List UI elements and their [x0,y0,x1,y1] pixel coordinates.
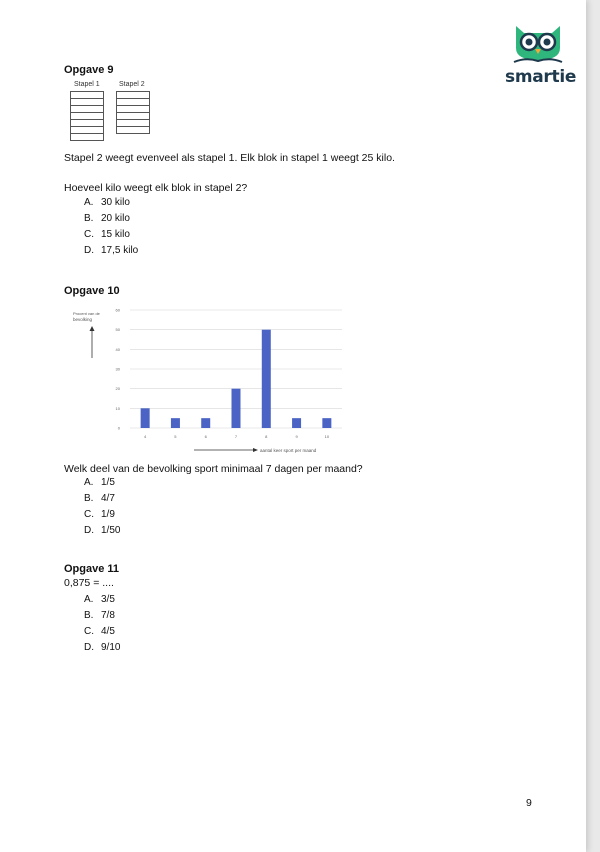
chart-xtick-label: 6 [204,434,207,439]
chart-ytick-label: 0 [117,425,120,431]
q10-question: Welk deel van de bevolking sport minimaal 7 dagen per maand? [64,463,363,475]
chart-bar [292,418,301,428]
stack-block [116,126,150,134]
chart-xtick-label: 7 [234,434,238,439]
answer-option-letter: C. [84,229,94,240]
q9-options [84,197,138,261]
stack-block [70,133,104,141]
answer-option-letter: A. [84,477,94,488]
chart-bar [322,418,331,428]
q11-expression: 0,875 = .... [64,577,114,589]
answer-option [84,626,120,642]
answer-option [84,509,120,525]
answer-option-letter: D. [84,245,94,256]
page-number: 9 [526,797,532,809]
chart-ytick-label: 50 [115,327,120,333]
answer-option [84,594,120,610]
answer-option [84,493,120,509]
chart-ytick-label: 10 [115,405,120,411]
answer-option-letter: D. [84,525,94,536]
answer-option-text: 4/7 [101,493,115,504]
answer-option [84,197,138,213]
chart-ytick-label: 30 [115,366,120,372]
chart-bar [201,418,210,428]
chart-bar [141,408,150,428]
answer-option-letter: B. [84,610,94,621]
answer-option-text: 15 kilo [101,229,130,240]
chart-ytick-label: 20 [115,386,120,392]
answer-option-text: 1/9 [101,509,115,520]
q9-question: Hoeveel kilo weegt elk blok in stapel 2? [64,182,248,194]
answer-option-letter: D. [84,642,94,653]
chart-xtick-label: 5 [174,434,177,439]
chart-bar [262,330,271,428]
answer-option [84,642,120,658]
stack-2 [116,92,150,134]
answer-option-letter: B. [84,213,94,224]
stack2-label: Stapel 2 [119,81,145,88]
q11-title: Opgave 11 [64,563,120,575]
answer-option-letter: A. [84,594,94,605]
answer-option-text: 9/10 [101,642,121,653]
chart-xtick-label: 10 [324,434,330,439]
answer-option-text: 3/5 [101,594,115,605]
answer-option-text: 7/8 [101,610,115,621]
logo-wordmark: smartie [505,67,577,87]
x-arrow-head-icon [253,448,258,452]
answer-option [84,610,120,626]
q10-title: Opgave 10 [64,285,120,297]
chart-ylabel-line2: bevolking [73,317,93,322]
answer-option-text: 30 kilo [101,197,130,208]
chart-xtick-label: 9 [295,434,298,439]
answer-option-text: 4/5 [101,626,115,637]
chart-ytick-label: 40 [115,346,120,352]
answer-option [84,525,120,541]
smartie-owl-logo-icon [510,24,566,64]
y-arrow-head-icon [90,326,95,331]
chart-bar [171,418,180,428]
q11-options [84,594,120,658]
answer-option [84,213,138,229]
answer-option-letter: C. [84,509,94,520]
answer-option [84,229,138,245]
q9-title: Opgave 9 [64,64,114,76]
chart-bar [232,389,241,428]
chart-xlabel: aantal keer sport per maand [260,448,317,453]
answer-option-text: 1/5 [101,477,115,488]
q10-options [84,477,120,541]
chart-xtick-label: 8 [265,434,268,439]
stack-1 [70,92,104,141]
answer-option-text: 17,5 kilo [101,245,139,256]
sport-frequency-bar-chart [64,302,354,460]
answer-option-text: 20 kilo [101,213,130,224]
answer-option [84,245,138,261]
chart-xtick-label: 4 [144,434,147,439]
chart-ylabel-line1: Procent van de [73,311,100,316]
chart-ytick-label: 60 [115,307,120,313]
answer-option-text: 1/50 [101,525,121,536]
q9-statement: Stapel 2 weegt evenveel als stapel 1. Elk blok in stapel 1 weegt 25 kilo. [64,152,395,164]
answer-option-letter: B. [84,493,94,504]
answer-option [84,477,120,493]
stack1-label: Stapel 1 [74,81,100,88]
answer-option-letter: C. [84,626,94,637]
answer-option-letter: A. [84,197,94,208]
